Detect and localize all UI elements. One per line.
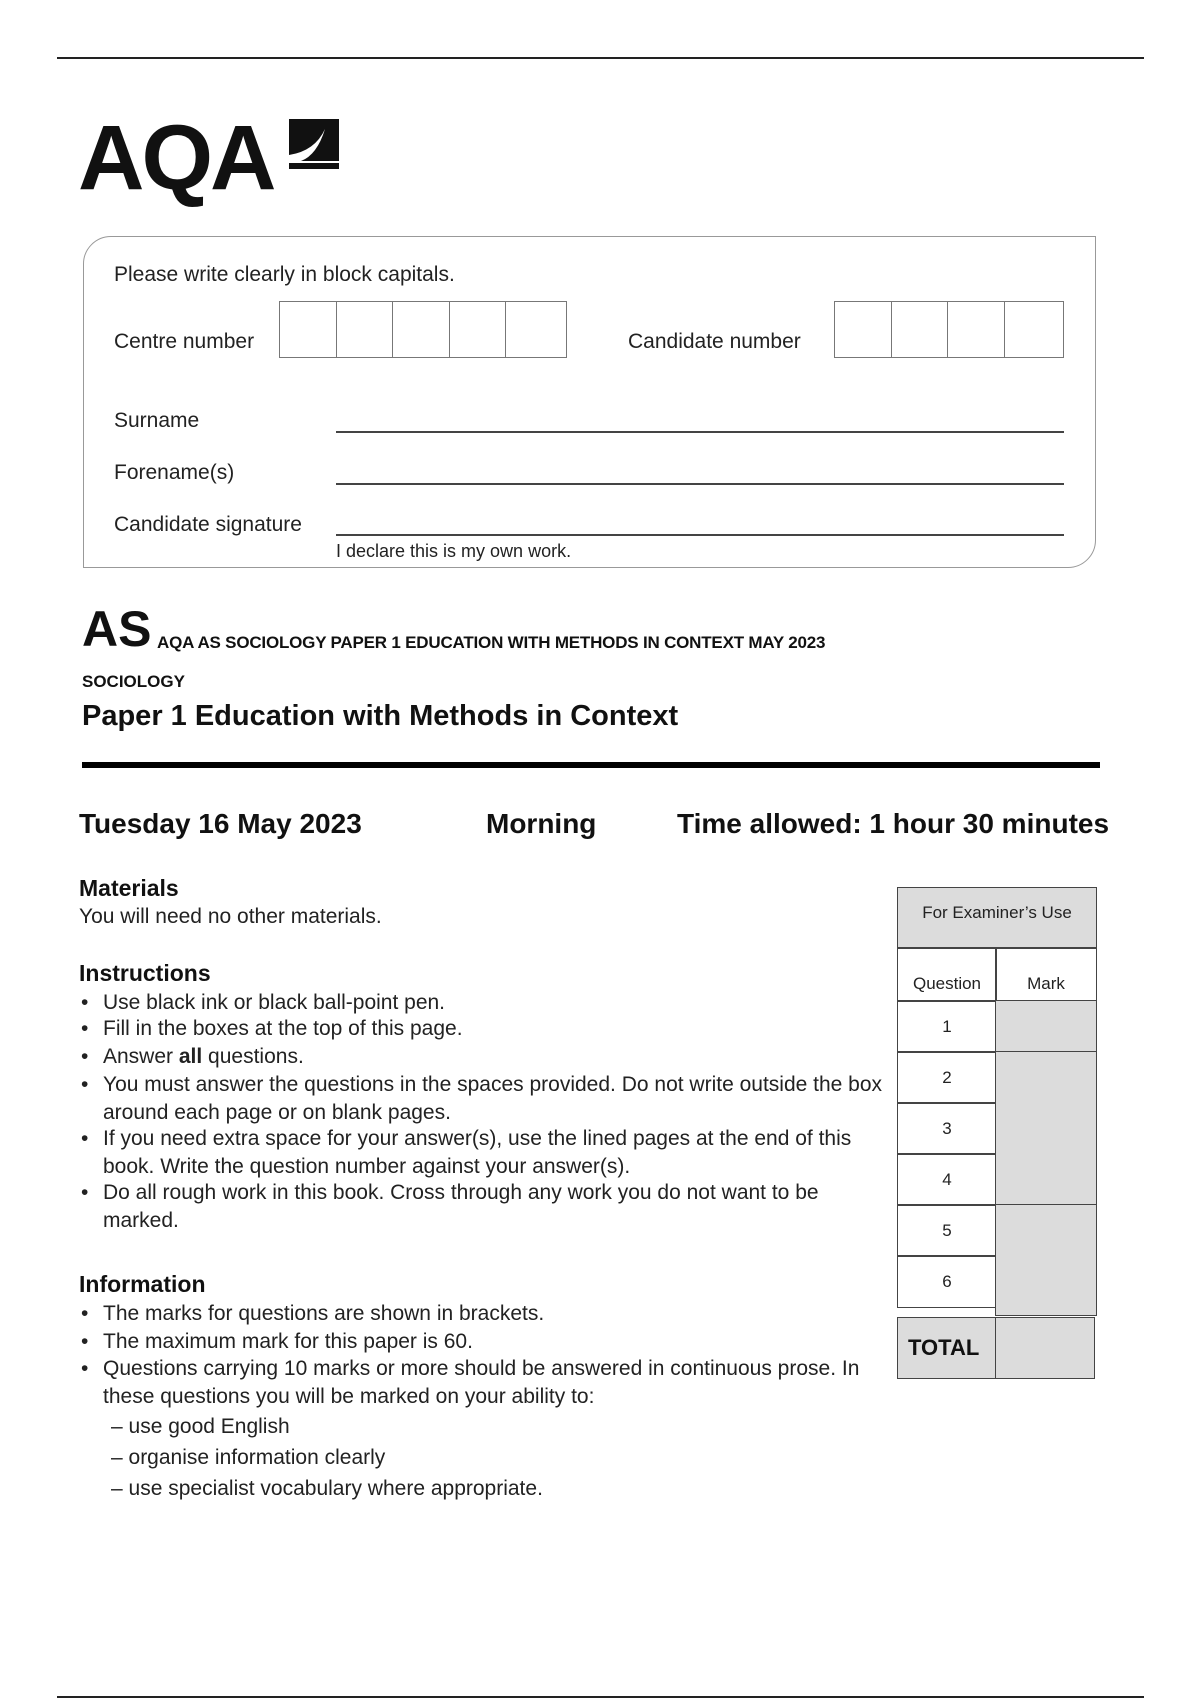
aqa-logo [78, 107, 348, 210]
aqa-logo-text: AQA [78, 107, 274, 209]
paper-title: Paper 1 Education with Methods in Context [82, 700, 679, 732]
title-rule [82, 762, 1100, 768]
block-capitals-instruction: Please write clearly in block capitals. [114, 263, 455, 286]
information-heading: Information [79, 1271, 206, 1297]
centre-number-boxes[interactable] [279, 301, 567, 358]
centre-digit-box[interactable] [337, 302, 394, 357]
information-sub-item: – use specialist vocabulary where appropriate. [111, 1477, 543, 1500]
bullet-glyph: • [81, 1302, 89, 1325]
time-allowed: Time allowed: 1 hour 30 minutes [677, 808, 1110, 839]
information-sub-item: – organise information clearly [111, 1446, 386, 1469]
centre-digit-box[interactable] [506, 302, 566, 357]
centre-digit-box[interactable] [450, 302, 507, 357]
candidate-digit-box[interactable] [948, 302, 1005, 357]
bullet-glyph: • [81, 1017, 89, 1040]
materials-heading: Materials [79, 875, 179, 901]
centre-digit-box[interactable] [393, 302, 450, 357]
total-mark-cell[interactable] [995, 1317, 1095, 1379]
bullet-glyph: • [81, 1045, 89, 1068]
question-number-cell: 1 [897, 1000, 997, 1053]
paper-header-text: AQA AS SOCIOLOGY PAPER 1 EDUCATION WITH METHODS IN CONTEXT MAY 2023 [157, 633, 826, 652]
declaration-text: I declare this is my own work. [336, 541, 572, 561]
signature-line[interactable] [336, 534, 1064, 536]
examiner-table-heading: For Examiner’s Use [897, 887, 1097, 949]
question-number-cell: 5 [897, 1204, 997, 1257]
candidate-number-boxes[interactable] [834, 301, 1064, 358]
signature-label: Candidate signature [114, 513, 302, 536]
bullet-glyph: • [81, 991, 89, 1014]
subject-label: SOCIOLOGY [82, 672, 185, 691]
mark-cell[interactable] [995, 1204, 1097, 1316]
aqa-flag-icon [285, 115, 343, 173]
materials-text: You will need no other materials. [79, 905, 382, 928]
information-sub-item: – use good English [111, 1415, 290, 1438]
question-number-cell: 6 [897, 1255, 997, 1308]
mark-column-header: Mark [995, 947, 1097, 1002]
surname-line[interactable] [336, 431, 1064, 433]
question-number-cell: 4 [897, 1153, 997, 1206]
total-label: TOTAL [897, 1317, 997, 1379]
exam-session: Morning [486, 808, 597, 839]
candidate-digit-box[interactable] [835, 302, 892, 357]
level-title: AS [82, 601, 152, 657]
question-column-header: Question [897, 947, 997, 1002]
bullet-glyph: • [81, 1073, 89, 1096]
centre-number-label: Centre number [114, 330, 255, 353]
question-number-cell: 2 [897, 1051, 997, 1104]
candidate-digit-box[interactable] [892, 302, 949, 357]
exam-date: Tuesday 16 May 2023 [79, 808, 362, 839]
forename-label: Forename(s) [114, 461, 235, 484]
candidate-number-label: Candidate number [628, 330, 801, 353]
bullet-glyph: • [81, 1127, 89, 1150]
question-number-cell: 3 [897, 1102, 997, 1155]
bullet-glyph: • [81, 1181, 89, 1204]
candidate-digit-box[interactable] [1005, 302, 1063, 357]
top-rule [57, 57, 1144, 59]
centre-digit-box[interactable] [280, 302, 337, 357]
forename-line[interactable] [336, 483, 1064, 485]
surname-label: Surname [114, 409, 200, 432]
mark-cell[interactable] [995, 1051, 1097, 1206]
mark-cell[interactable] [995, 1000, 1097, 1053]
bottom-rule [57, 1696, 1144, 1698]
bullet-glyph: • [81, 1330, 89, 1353]
bullet-glyph: • [81, 1357, 89, 1380]
answer-all-text: Answer all questions. [103, 1045, 304, 1068]
instructions-heading: Instructions [79, 960, 211, 986]
